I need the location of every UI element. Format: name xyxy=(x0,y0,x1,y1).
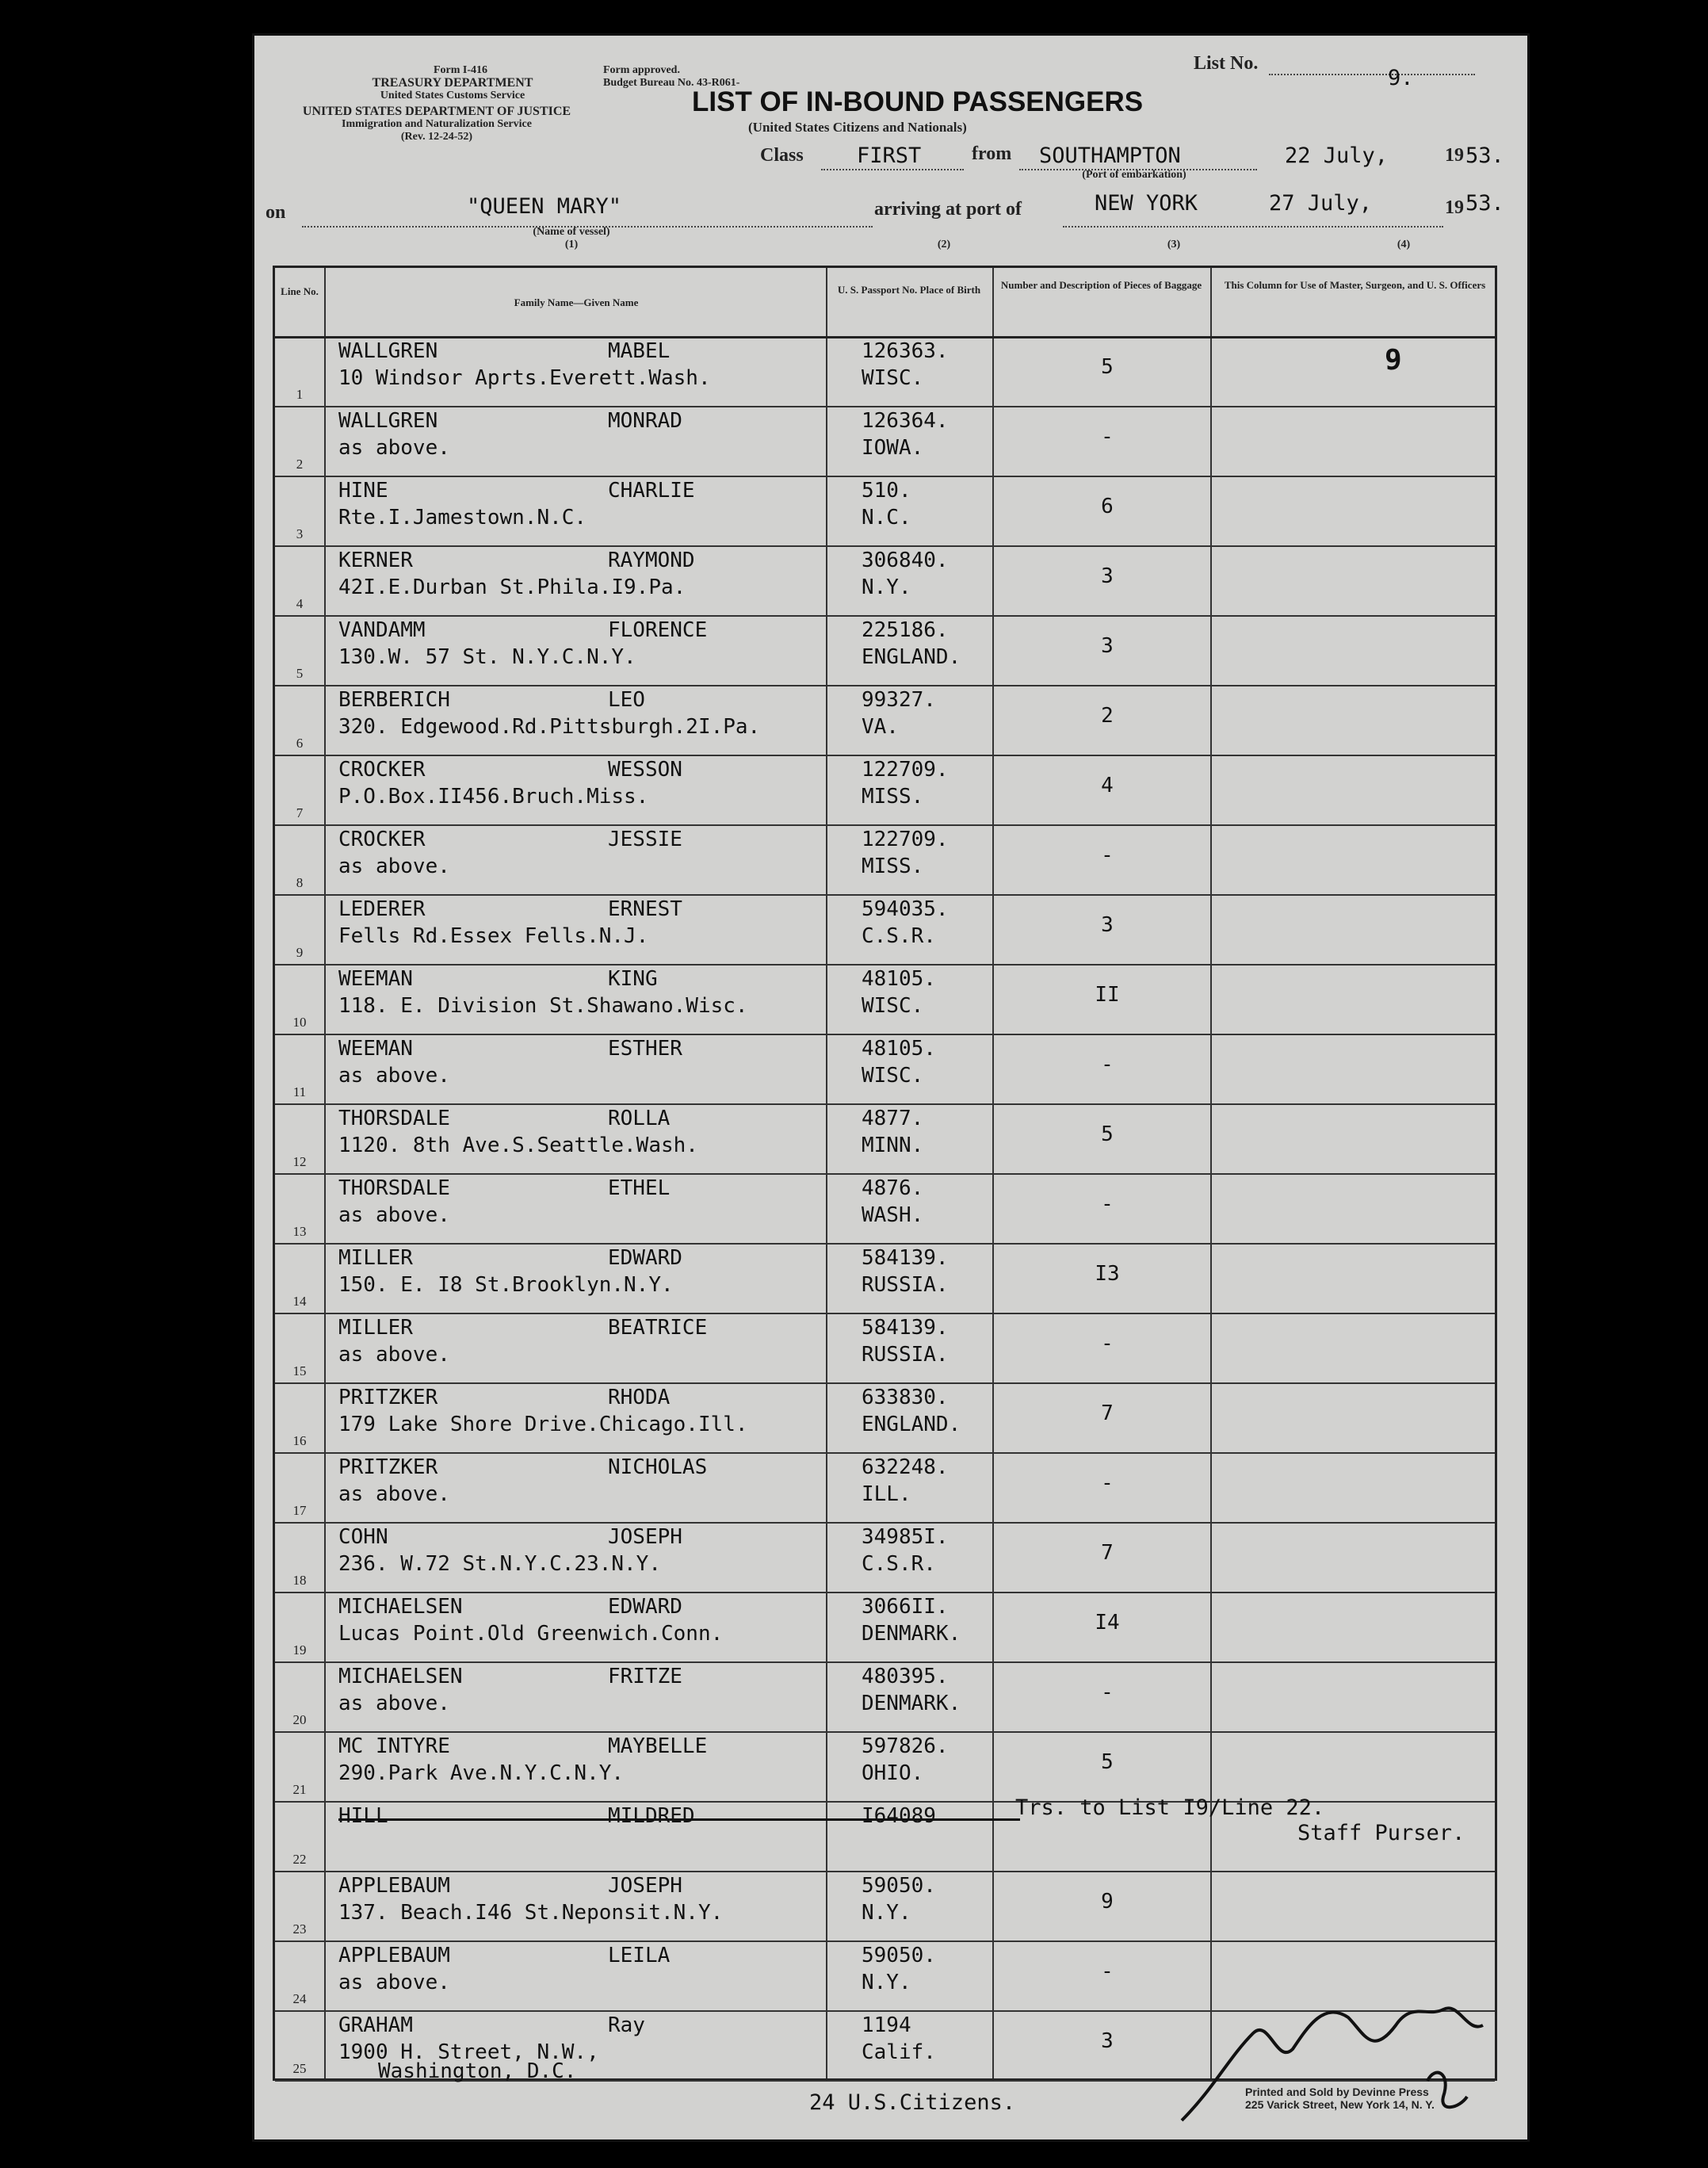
passport-number: 633830. xyxy=(862,1386,949,1409)
line-number: 1 xyxy=(296,387,304,402)
place-of-birth: VA. xyxy=(862,715,899,739)
printer-line-1: Printed and Sold by Devinne Press xyxy=(1245,2086,1429,2098)
address: 130.W. 57 St. N.Y.C.N.Y. xyxy=(338,645,636,669)
address: as above. xyxy=(338,1203,450,1227)
punch-hole xyxy=(159,2109,200,2150)
table-row xyxy=(275,755,1495,826)
line-number: 2 xyxy=(296,457,304,472)
place-of-birth: MISS. xyxy=(862,855,924,878)
given-name: LEO xyxy=(608,688,645,712)
place-of-birth: N.Y. xyxy=(862,1971,911,1994)
passport-number: 34985I. xyxy=(862,1525,949,1549)
list-no-label: List No. xyxy=(1194,53,1259,74)
line-number: 25 xyxy=(292,2061,307,2076)
punch-hole xyxy=(159,1570,200,1611)
address: Lucas Point.Old Greenwich.Conn. xyxy=(338,1622,724,1646)
header-line-no: Line No. xyxy=(281,285,319,297)
place-of-birth: N.Y. xyxy=(862,575,911,599)
passport-number: 122709. xyxy=(862,758,949,782)
baggage-count: I4 xyxy=(1095,1611,1120,1635)
document-title: LIST OF IN-BOUND PASSENGERS xyxy=(692,86,1144,117)
arriving-label: arriving at port of xyxy=(874,199,1022,220)
address-line-2: Washington, D.C. xyxy=(378,2059,577,2083)
revision-date: (Rev. 12-24-52) xyxy=(400,131,473,143)
baggage-count: 9 xyxy=(1101,1890,1114,1914)
table-row xyxy=(275,1034,1495,1105)
place-of-birth: Calif. xyxy=(862,2040,936,2064)
address: 290.Park Ave.N.Y.C.N.Y. xyxy=(338,1761,625,1785)
place-of-birth: ILL. xyxy=(862,1482,911,1506)
header-name: Family Name—Given Name xyxy=(514,296,639,308)
baggage-count: 3 xyxy=(1101,2029,1114,2053)
table-row xyxy=(275,1313,1495,1384)
family-name: MILLER xyxy=(338,1316,413,1340)
place-of-birth: C.S.R. xyxy=(862,924,936,948)
arrival-year: 53. xyxy=(1465,191,1504,216)
address: 137. Beach.I46 St.Neponsit.N.Y. xyxy=(338,1901,724,1925)
baggage-count: 5 xyxy=(1101,1750,1114,1774)
line-number: 7 xyxy=(296,805,304,820)
place-of-birth: WISC. xyxy=(862,994,924,1018)
col-num-4: (4) xyxy=(1397,239,1411,250)
baggage-count: 3 xyxy=(1101,634,1114,658)
passport-number: 59050. xyxy=(862,1944,936,1967)
baggage-count: 6 xyxy=(1101,495,1114,518)
table-row xyxy=(275,406,1495,477)
passport-number: 594035. xyxy=(862,897,949,921)
given-name: Ray xyxy=(608,2013,645,2037)
family-name: CROCKER xyxy=(338,758,426,782)
family-name: VANDAMM xyxy=(338,618,426,642)
passport-number: 99327. xyxy=(862,688,936,712)
given-name: FRITZE xyxy=(608,1665,682,1688)
header-officers: This Column for Use of Master, Surgeon, and U. S. Officers xyxy=(1224,279,1486,291)
punch-hole xyxy=(159,1990,200,2031)
given-name: MILDRED xyxy=(608,1804,695,1828)
given-name: MABEL xyxy=(608,339,671,363)
address: 1120. 8th Ave.S.Seattle.Wash. xyxy=(338,1134,698,1157)
given-name: BEATRICE xyxy=(608,1316,708,1340)
place-of-birth: IOWA. xyxy=(862,436,924,460)
from-label: from xyxy=(972,143,1012,164)
line-number: 12 xyxy=(292,1154,307,1169)
table-header xyxy=(275,268,1495,338)
passport-number: 510. xyxy=(862,479,911,503)
printer-line-2: 225 Varick Street, New York 14, N. Y. xyxy=(1245,2098,1435,2111)
family-name: PRITZKER xyxy=(338,1455,438,1479)
on-label: on xyxy=(266,202,286,223)
table-row xyxy=(275,685,1495,756)
family-name: THORSDALE xyxy=(338,1176,450,1200)
line-number: 22 xyxy=(292,1852,307,1867)
line-number: 5 xyxy=(296,666,304,681)
form-approved: Form approved. xyxy=(603,64,680,76)
address: Fells Rd.Essex Fells.N.J. xyxy=(338,924,649,948)
line-number: 21 xyxy=(292,1782,307,1797)
address: 236. W.72 St.N.Y.C.23.N.Y. xyxy=(338,1552,661,1576)
line-number: 9 xyxy=(296,945,304,960)
family-name: HINE xyxy=(338,479,388,503)
place-of-birth: ENGLAND. xyxy=(862,645,961,669)
class-label: Class xyxy=(760,145,804,166)
customs-service: United States Customs Service xyxy=(380,90,525,101)
table-row xyxy=(275,894,1495,965)
place-of-birth: DENMARK. xyxy=(862,1622,961,1646)
given-name: FLORENCE xyxy=(608,618,708,642)
table-row xyxy=(275,1592,1495,1663)
baggage-count: 7 xyxy=(1101,1541,1114,1565)
address: as above. xyxy=(338,855,450,878)
table-row xyxy=(275,1173,1495,1245)
given-name: CHARLIE xyxy=(608,479,695,503)
baggage-count: 5 xyxy=(1101,1122,1114,1146)
place-of-birth: MISS. xyxy=(862,785,924,809)
place-of-birth: ENGLAND. xyxy=(862,1413,961,1436)
baggage-count: II xyxy=(1095,983,1120,1007)
header-baggage: Number and Description of Pieces of Baggage xyxy=(1000,279,1202,291)
vessel-name: "QUEEN MARY" xyxy=(467,194,622,219)
address: 150. E. I8 St.Brooklyn.N.Y. xyxy=(338,1273,674,1297)
family-name: BERBERICH xyxy=(338,688,450,712)
address: as above. xyxy=(338,1064,450,1088)
line-number: 20 xyxy=(292,1712,307,1727)
col-num-1: (1) xyxy=(564,239,579,250)
table-row xyxy=(275,1452,1495,1524)
table-row xyxy=(275,545,1495,617)
passport-number: 1194 xyxy=(862,2013,911,2037)
manifest-page xyxy=(252,33,1530,2142)
table-row xyxy=(275,336,1495,407)
budget-bureau: Budget Bureau No. 43-R061- xyxy=(603,77,740,89)
baggage-count: - xyxy=(1101,1471,1114,1495)
given-name: MONRAD xyxy=(608,409,682,433)
form-number: Form I-416 xyxy=(433,64,488,76)
passport-number: 306840. xyxy=(862,549,949,572)
given-name: ETHEL xyxy=(608,1176,671,1200)
address: as above. xyxy=(338,1692,450,1715)
given-name: EDWARD xyxy=(608,1595,682,1619)
table-row xyxy=(275,964,1495,1035)
port-of-embarkation: SOUTHAMPTON xyxy=(1039,143,1181,168)
address: 179 Lake Shore Drive.Chicago.Ill. xyxy=(338,1413,748,1436)
table-row xyxy=(275,824,1495,896)
col-num-2: (2) xyxy=(937,239,951,250)
given-name: JESSIE xyxy=(608,828,682,851)
place-of-birth: N.C. xyxy=(862,506,911,530)
table-row xyxy=(275,1731,1495,1803)
passport-number: 584139. xyxy=(862,1316,949,1340)
table-row xyxy=(275,1661,1495,1733)
table-row xyxy=(275,1382,1495,1454)
family-name: LEDERER xyxy=(338,897,426,921)
passport-number: 3066II. xyxy=(862,1595,949,1619)
line-number: 18 xyxy=(292,1573,307,1588)
family-name: MILLER xyxy=(338,1246,413,1270)
family-name: KERNER xyxy=(338,549,413,572)
line-number: 23 xyxy=(292,1921,307,1937)
arrival-day: 27 July, xyxy=(1269,191,1373,216)
address: 320. Edgewood.Rd.Pittsburgh.2I.Pa. xyxy=(338,715,761,739)
baggage-count: 3 xyxy=(1101,564,1114,588)
document-subtitle: (United States Citizens and Nationals) xyxy=(748,120,967,135)
place-of-birth: OHIO. xyxy=(862,1761,924,1785)
baggage-count: 7 xyxy=(1101,1401,1114,1425)
address: as above. xyxy=(338,1343,450,1367)
passport-number: 59050. xyxy=(862,1874,936,1898)
address: 10 Windsor Aprts.Everett.Wash. xyxy=(338,366,711,390)
vessel-note: (Name of vessel) xyxy=(533,226,610,238)
family-name: THORSDALE xyxy=(338,1107,450,1130)
family-name: APPLEBAUM xyxy=(338,1944,450,1967)
baggage-count: - xyxy=(1101,1192,1114,1216)
place-of-birth: WISC. xyxy=(862,1064,924,1088)
given-name: ESTHER xyxy=(608,1037,682,1061)
punch-hole xyxy=(159,1419,200,1460)
passport-number: 126363. xyxy=(862,339,949,363)
given-name: EDWARD xyxy=(608,1246,682,1270)
departure-year-prefix: 19 xyxy=(1445,145,1464,166)
family-name: WALLGREN xyxy=(338,409,438,433)
line-number: 13 xyxy=(292,1224,307,1239)
baggage-count: I3 xyxy=(1095,1262,1120,1286)
passport-number: I64089 xyxy=(862,1804,936,1828)
departure-day: 22 July, xyxy=(1285,143,1389,168)
passport-number: 597826. xyxy=(862,1734,949,1758)
line-number: 16 xyxy=(292,1433,307,1448)
header-passport: U. S. Passport No. Place of Birth xyxy=(837,284,981,296)
embark-note: (Port of embarkation) xyxy=(1082,169,1186,181)
given-name: KING xyxy=(608,967,658,991)
line-number: 17 xyxy=(292,1503,307,1518)
arrival-year-prefix: 19 xyxy=(1445,197,1464,218)
family-name: PRITZKER xyxy=(338,1386,438,1409)
line-number: 14 xyxy=(292,1294,307,1309)
baggage-count: - xyxy=(1101,1053,1114,1076)
address: 118. E. Division St.Shawano.Wisc. xyxy=(338,994,748,1018)
table-row xyxy=(275,476,1495,547)
line-number: 15 xyxy=(292,1363,307,1378)
baggage-count: - xyxy=(1101,425,1114,449)
passport-number: 4876. xyxy=(862,1176,924,1200)
passport-number: 480395. xyxy=(862,1665,949,1688)
passport-number: 122709. xyxy=(862,828,949,851)
place-of-birth: C.S.R. xyxy=(862,1552,936,1576)
baggage-count: 5 xyxy=(1101,355,1114,379)
place-of-birth: WASH. xyxy=(862,1203,924,1227)
family-name: APPLEBAUM xyxy=(338,1874,450,1898)
passport-number: 584139. xyxy=(862,1246,949,1270)
given-name: NICHOLAS xyxy=(608,1455,708,1479)
col-num-3: (3) xyxy=(1167,239,1181,250)
given-name: JOSEPH xyxy=(608,1525,682,1549)
address: Rte.I.Jamestown.N.C. xyxy=(338,506,587,530)
passport-number: 48105. xyxy=(862,1037,936,1061)
baggage-count: 2 xyxy=(1101,704,1114,728)
punch-hole xyxy=(159,242,200,283)
family-name: MC INTYRE xyxy=(338,1734,450,1758)
line-number: 4 xyxy=(296,596,304,611)
transfer-note: Trs. to List I9/Line 22. xyxy=(1015,1795,1325,1820)
passport-number: 126364. xyxy=(862,409,949,433)
strike-through-line xyxy=(338,1818,1020,1821)
baggage-count: 4 xyxy=(1101,774,1114,797)
place-of-birth: RUSSIA. xyxy=(862,1273,949,1297)
given-name: LEILA xyxy=(608,1944,671,1967)
table-row xyxy=(275,1103,1495,1175)
line-number: 10 xyxy=(292,1015,307,1030)
address: P.O.Box.II456.Bruch.Miss. xyxy=(338,785,649,809)
master-signature xyxy=(1166,1970,1523,2144)
table-row xyxy=(275,615,1495,686)
arrival-port: NEW YORK xyxy=(1095,191,1198,216)
line-number: 11 xyxy=(292,1084,307,1099)
address: 1900 H. Street, N.W., xyxy=(338,2040,599,2064)
departure-year: 53. xyxy=(1465,143,1504,168)
baggage-count: - xyxy=(1101,1960,1114,1983)
line-number: 8 xyxy=(296,875,304,890)
officer-note: 9 xyxy=(1385,344,1402,377)
passport-number: 225186. xyxy=(862,618,949,642)
treasury-dept: TREASURY DEPARTMENT xyxy=(372,76,533,90)
given-name: MAYBELLE xyxy=(608,1734,708,1758)
family-name: WEEMAN xyxy=(338,967,413,991)
family-name: WALLGREN xyxy=(338,339,438,363)
address: 42I.E.Durban St.Phila.I9.Pa. xyxy=(338,575,686,599)
baggage-count: - xyxy=(1101,1680,1114,1704)
given-name: JOSEPH xyxy=(608,1874,682,1898)
address: as above. xyxy=(338,1971,450,1994)
line-number: 19 xyxy=(292,1642,307,1658)
table-row xyxy=(275,1522,1495,1593)
family-name: GRAHAM xyxy=(338,2013,413,2037)
family-name: MICHAELSEN xyxy=(338,1665,463,1688)
passport-number: 4877. xyxy=(862,1107,924,1130)
baggage-count: - xyxy=(1101,843,1114,867)
line-number: 6 xyxy=(296,736,304,751)
citizen-total: 24 U.S.Citizens. xyxy=(809,2090,1016,2115)
place-of-birth: WISC. xyxy=(862,366,924,390)
given-name: RHODA xyxy=(608,1386,671,1409)
baggage-count: - xyxy=(1101,1332,1114,1355)
list-number: 9. xyxy=(1388,66,1414,90)
given-name: RAYMOND xyxy=(608,549,695,572)
line-number: 3 xyxy=(296,526,304,541)
table-row xyxy=(275,1243,1495,1314)
address: as above. xyxy=(338,436,450,460)
family-name: MICHAELSEN xyxy=(338,1595,463,1619)
corner-handwritten-mark: 9 xyxy=(153,75,212,158)
family-name: CROCKER xyxy=(338,828,426,851)
line-number: 24 xyxy=(292,1991,307,2006)
place-of-birth: N.Y. xyxy=(862,1901,911,1925)
immigration-service: Immigration and Naturalization Service xyxy=(342,118,532,130)
staff-purser: Staff Purser. xyxy=(1297,1821,1465,1845)
baggage-count: 3 xyxy=(1101,913,1114,937)
given-name: ERNEST xyxy=(608,897,682,921)
place-of-birth: MINN. xyxy=(862,1134,924,1157)
address: as above. xyxy=(338,1482,450,1506)
place-of-birth: RUSSIA. xyxy=(862,1343,949,1367)
justice-dept: UNITED STATES DEPARTMENT OF JUSTICE xyxy=(302,105,571,118)
class-value: FIRST xyxy=(857,143,922,168)
family-name: WEEMAN xyxy=(338,1037,413,1061)
given-name: WESSON xyxy=(608,758,682,782)
passport-number: 48105. xyxy=(862,967,936,991)
family-name: HILL xyxy=(338,1804,388,1828)
place-of-birth: DENMARK. xyxy=(862,1692,961,1715)
passport-number: 632248. xyxy=(862,1455,949,1479)
table-row xyxy=(275,1871,1495,1942)
given-name: ROLLA xyxy=(608,1107,671,1130)
family-name: COHN xyxy=(338,1525,388,1549)
